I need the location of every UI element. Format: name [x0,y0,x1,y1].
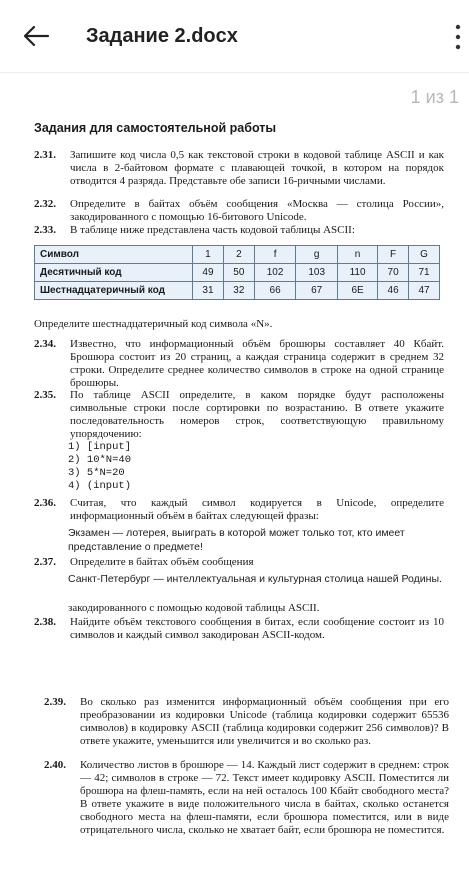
task-number: 2.37. [34,556,56,568]
task-number: 2.32. [34,198,56,210]
app-toolbar [0,0,469,73]
task-text: Во сколько раз изменится информационный объём сообщения при его преобразовании из кодировки Unicode (таблица кодировки содержит 65536 символов) в кодировку ASCII (таблица кодировки содержит 256 символов)? В ответе укажите, уменьшится или увеличится и во сколько раз. [80,696,449,747]
table-cell: Шестнадцатеричный код [35,282,193,300]
document-title: Задание 2.docx [86,24,238,47]
list-item: 2) 10*N=40 [68,454,132,466]
list-item: 3) 5*N=20 [68,467,125,479]
table-cell: 103 [296,264,338,282]
task-number: 2.31. [34,149,56,161]
more-options-icon[interactable] [451,22,465,52]
task-number: 2.40. [44,759,66,771]
task-text: Известно, что информационный объём брошюры составляет 40 Кбайт. Брошюра состоит из 20 страниц, а каждая страница содержит в среднем 32 строки. Определите среднее количество символов в строке на одной странице брошюры. [70,338,444,389]
task-number: 2.35. [34,389,56,401]
task-number: 2.33. [34,224,56,236]
task-2-36-phrase: Экзамен — лотерея, выиграть в которой может только тот, кто имеет представление о предмете! [68,527,405,553]
task-text: Количество листов в брошюре — 14. Каждый лист содержит в среднем: строк — 42; символов в строке — 72. Текст имеет кодировку ASCII. Поместится ли брошюра на флеш-память, если на ней осталось 100 Кбайт свободного места? В ответе укажите в виде положительного числа в байтах, сколько останется свободного места на флеш-памяти, если брошюра поместится, или в виде отрицательного числа, сколько не хватает байт, если брошюра не поместится. [80,759,449,836]
task-2-31 [34,149,444,188]
task-2-37 [34,556,444,569]
table-cell: 6E [337,282,377,300]
table-cell: n [337,246,377,264]
back-arrow-icon[interactable] [16,16,56,56]
table-cell: 70 [378,264,409,282]
sort-options-list [68,441,131,493]
page-indicator: 1 из 1 [410,87,459,107]
task-text: Определите в байтах объём сообщения [70,556,254,568]
list-item: 1) [input] [68,441,132,453]
task-text: В таблице ниже представлена часть кодовой таблицы ASCII: [70,224,355,236]
table-row [35,264,440,282]
table-cell: 32 [223,282,254,300]
task-2-32 [34,198,444,224]
task-2-37-after: закодированного с помощью кодовой таблицы ASCII. [68,602,320,614]
task-2-38 [34,616,444,642]
table-cell: f [254,246,296,264]
task-2-40 [44,759,449,837]
table-header-row [35,246,440,264]
table-cell: 71 [409,264,440,282]
task-2-36 [34,497,444,523]
task-number: 2.36. [34,497,56,509]
table-cell: Десятичный код [35,264,193,282]
task-text: Определите в байтах объём сообщения «Москва — столица России», закодированного с помощью 16-битового Unicode. [70,198,444,223]
table-cell: 102 [254,264,296,282]
table-cell: F [378,246,409,264]
task-2-33-question: Определите шестнадцатеричный код символа «N». [34,318,273,330]
table-cell: 49 [193,264,224,282]
task-text: Найдите объём текстового сообщения в битах, если сообщение состоит из 10 символов и каждый символ закодирован ASCII-кодом. [70,616,444,641]
table-row [35,282,440,300]
task-text: По таблице ASCII определите, в каком порядке будут расположены символьные строки после сортировки по возрастанию. В ответе укажите последовательность номеров строк, соответствующую правильному упорядочению: [70,389,444,440]
table-cell: G [409,246,440,264]
table-cell: 47 [409,282,440,300]
task-2-37-phrase: Санкт-Петербург — интеллектуальная и культурная столица нашей Родины. [68,573,442,585]
task-2-34 [34,338,444,390]
task-number: 2.34. [34,338,56,350]
table-cell: g [296,246,338,264]
document-page [0,112,469,889]
list-item: 4) (input) [68,480,132,492]
ascii-table [34,245,440,300]
table-cell: 46 [378,282,409,300]
task-number: 2.39. [44,696,66,708]
task-text: Запишите код числа 0,5 как текстовой строки в кодовой таблице ASCII и как числа в 2-байтовом формате с плавающей точкой, в котором на порядок отводится 4 разряда. Представьте обе записи 16-ричными числами. [70,149,444,187]
task-2-39 [44,696,449,748]
table-cell: 31 [193,282,224,300]
table-cell: 66 [254,282,296,300]
table-cell: 110 [337,264,377,282]
table-cell: 50 [223,264,254,282]
table-cell: 1 [193,246,224,264]
section-heading: Задания для самостоятельной работы [34,121,277,135]
task-text: Считая, что каждый символ кодируется в Unicode, определите информационный объём в байтах следующей фразы: [70,497,444,522]
task-2-35 [34,389,444,441]
table-cell: 2 [223,246,254,264]
table-cell: 67 [296,282,338,300]
task-2-33 [34,224,444,237]
table-cell: Символ [35,246,193,264]
task-number: 2.38. [34,616,56,628]
